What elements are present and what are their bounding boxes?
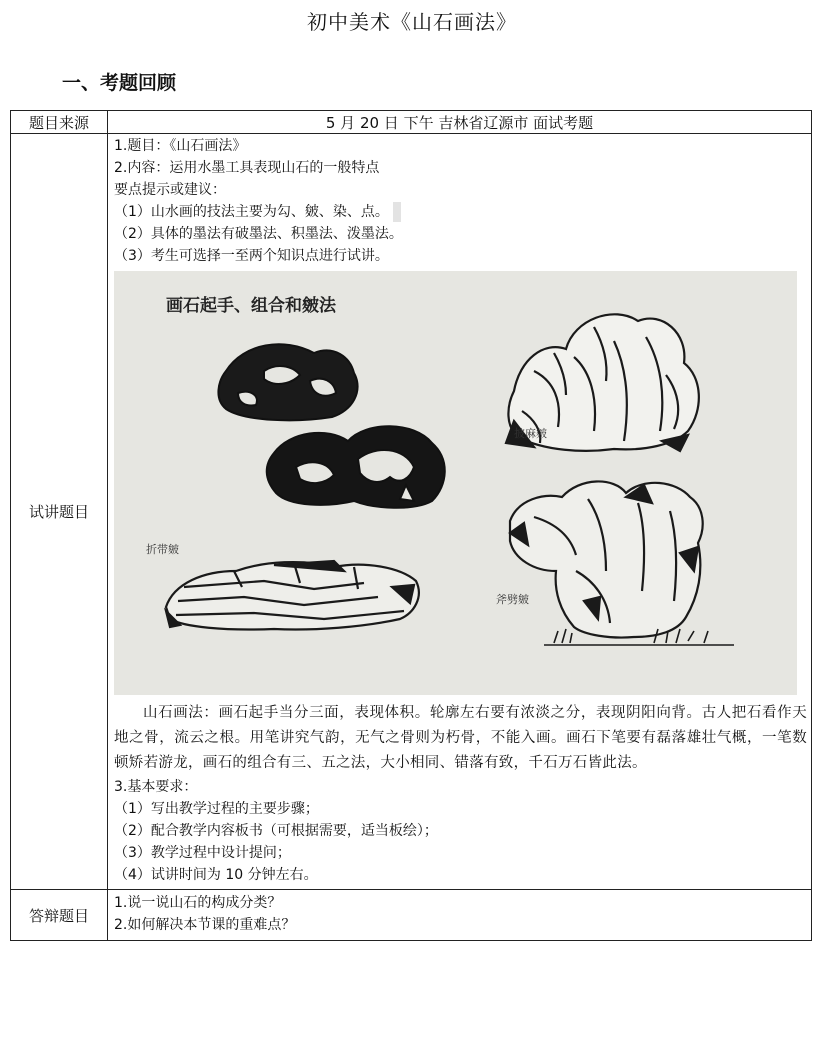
- label-zhedai: 折带皴: [146, 543, 179, 556]
- requirement-line-3: （2）配合教学内容板书（可根据需要，适当板绘）；: [114, 823, 438, 839]
- table-row-source: [11, 111, 812, 134]
- section-heading: 一、考题回顾: [62, 72, 177, 94]
- table-row-topic: [11, 134, 812, 890]
- figure-heading: 画石起手、组合和皴法: [166, 296, 336, 316]
- defense-label: 答辩题目: [11, 890, 108, 941]
- requirement-line-2: （1）写出教学过程的主要步骤；: [114, 801, 319, 817]
- topic-content: [108, 134, 812, 890]
- rock-middle: [267, 426, 445, 508]
- label-fupi: 斧劈皴: [496, 593, 529, 606]
- topic-label: 试讲题目: [11, 134, 108, 890]
- requirement-line-1: 3.基本要求：: [114, 779, 198, 795]
- requirement-line-5: （4）试讲时间为 10 分钟左右。: [114, 867, 318, 883]
- topic-line-2: 2.内容：运用水墨工具表现山石的一般特点: [114, 160, 380, 176]
- requirement-line-4: （3）教学过程中设计提问；: [114, 845, 291, 861]
- text-cursor-mark: [393, 202, 401, 222]
- rock-top-left: [218, 344, 357, 420]
- rock-illustration: [114, 271, 797, 695]
- label-pima: 披麻皴: [514, 427, 547, 440]
- defense-line-1: 1.说一说山石的构成分类？: [114, 895, 282, 911]
- topic-line-3: 要点提示或建议：: [114, 182, 226, 198]
- topic-line-1: 1.题目：《山石画法》: [114, 138, 247, 154]
- source-label: 题目来源: [11, 111, 108, 134]
- rock-method-paragraph: 山石画法：画石起手当分三面，表现体积。轮廓左右要有浓淡之分，表现阴阳向背。古人把石看作天地之骨，流云之根。用笔讲究气韵，无气之骨则为朽骨，不能入画。画石下笔要有磊落雄壮气概，一笔数顿矫若游龙，画石的组合有三、五之法，大小相同、错落有致，千石万石皆此法。: [114, 705, 807, 771]
- exam-table: [10, 110, 812, 941]
- table-row-defense: [11, 890, 812, 941]
- topic-line-5: （2）具体的墨法有破墨法、积墨法、泼墨法。: [114, 226, 403, 242]
- topic-line-6: （3）考生可选择一至两个知识点进行试讲。: [114, 248, 389, 264]
- source-value: 5 月 20 日 下午 吉林省辽源市 面试考题: [108, 111, 812, 134]
- topic-line-4: （1）山水画的技法主要为勾、皴、染、点。: [114, 204, 389, 220]
- page-title: 初中美术《山石画法》: [307, 10, 517, 34]
- defense-content: [108, 890, 812, 941]
- defense-line-2: 2.如何解决本节课的重难点？: [114, 917, 296, 933]
